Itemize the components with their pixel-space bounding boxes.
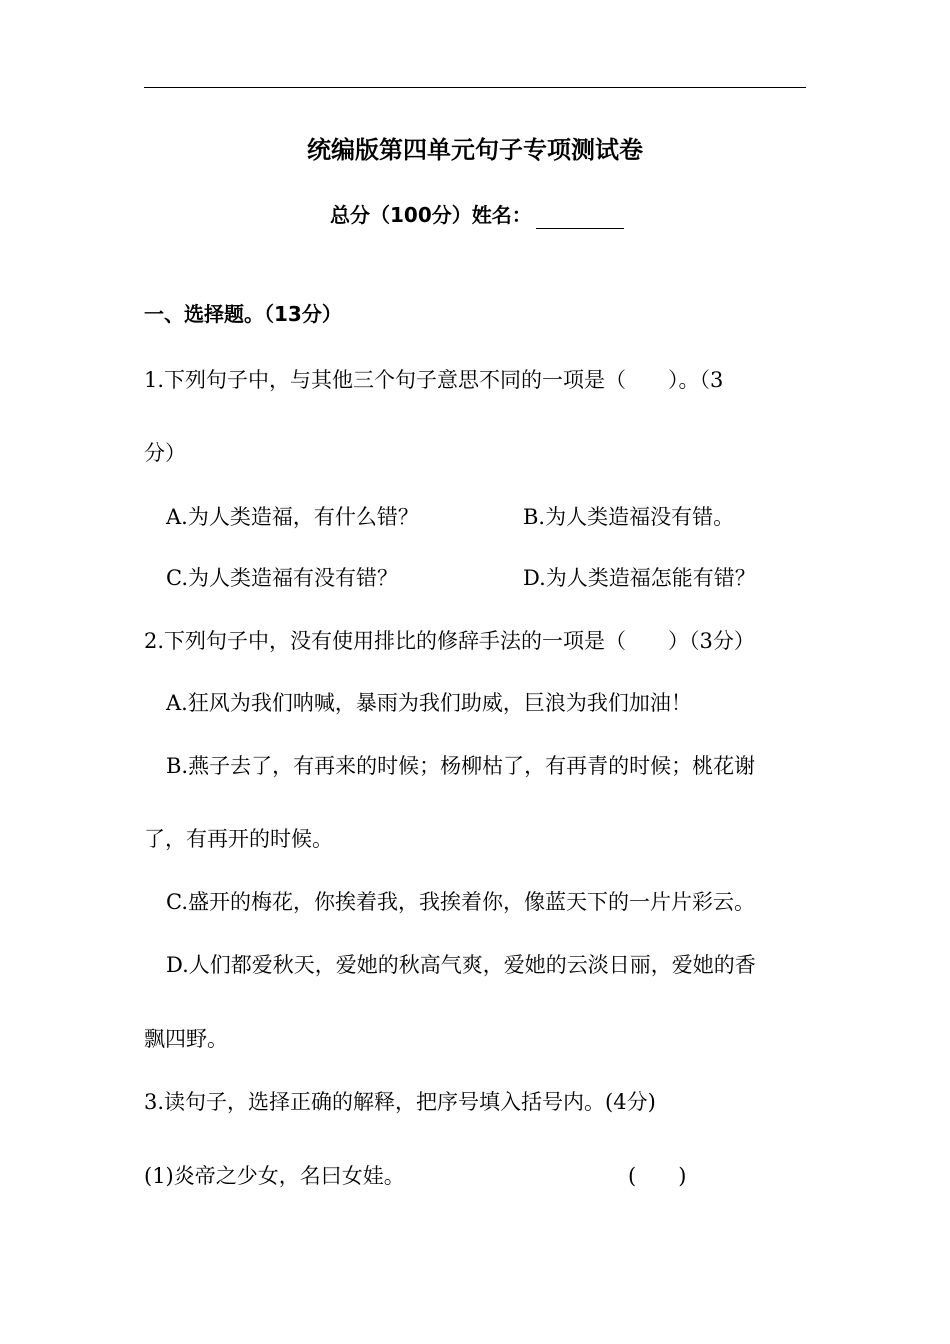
q1-option-c: C.为人类造福有没有错？ — [166, 566, 398, 590]
q1-option-d: D.为人类造福怎能有错？ — [523, 566, 756, 590]
score-name-line — [330, 201, 624, 229]
q1-stem-line2: 分） — [144, 441, 186, 465]
q2-option-d-line2: 飘四野。 — [144, 1027, 228, 1051]
q3-stem: 3.读句子，选择正确的解释，把序号填入括号内。(4分) — [144, 1090, 656, 1114]
q1-option-b: B.为人类造福没有错。 — [523, 505, 735, 529]
section-heading: 一、选择题。（13分） — [144, 302, 342, 326]
q2-option-b-line1: B.燕子去了，有再来的时候；杨柳枯了，有再青的时候；桃花谢 — [166, 754, 756, 778]
q2-option-b-line2: 了，有再开的时候。 — [144, 827, 333, 851]
q1-option-a: A.为人类造福，有什么错？ — [166, 505, 419, 529]
q1-stem-line1: 1.下列句子中，与其他三个句子意思不同的一项是（ ）。（3 — [144, 368, 724, 392]
q3-item1: (1)炎帝之少女，名曰女娃。 — [144, 1164, 405, 1188]
name-blank[interactable] — [536, 208, 624, 229]
page-title: 统编版第四单元句子专项测试卷 — [307, 136, 643, 164]
header-rule — [144, 87, 806, 88]
q2-stem: 2.下列句子中，没有使用排比的修辞手法的一项是（ ）（3分） — [144, 629, 755, 653]
score-label: 总分（100分）姓名： — [330, 203, 532, 227]
q2-option-d-line1: D.人们都爱秋天，爱她的秋高气爽，爱她的云淡日丽，爱她的香 — [166, 953, 756, 977]
q3-item1-answer-paren[interactable]: ( ) — [628, 1164, 687, 1188]
q2-option-a: A.狂风为我们呐喊，暴雨为我们助威，巨浪为我们加油！ — [166, 691, 692, 715]
q2-option-c: C.盛开的梅花，你挨着我，我挨着你，像蓝天下的一片片彩云。 — [166, 890, 755, 914]
